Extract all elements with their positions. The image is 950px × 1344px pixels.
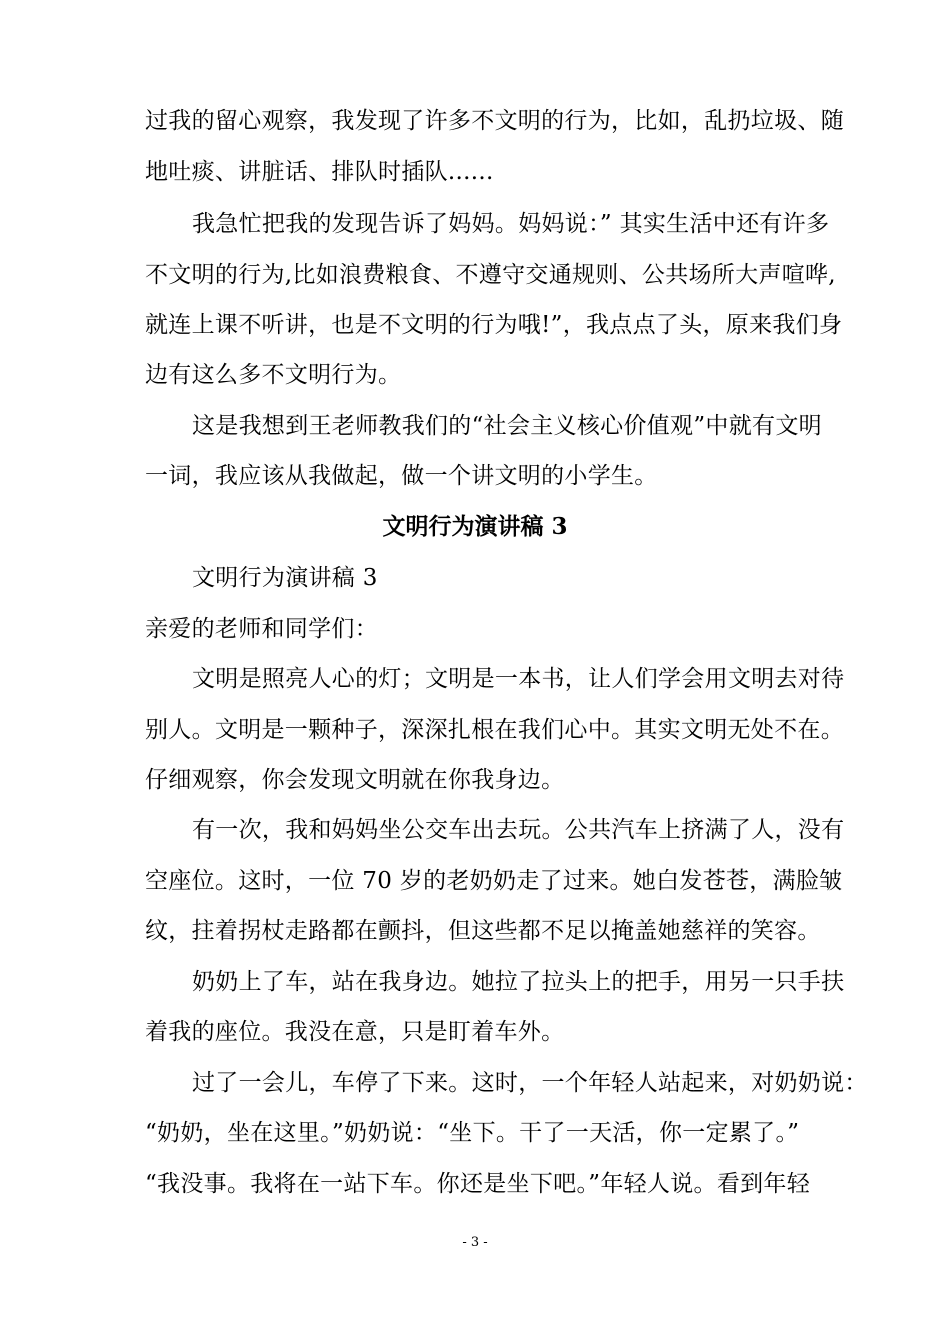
text-line-1: 过我的留心观察，我发现了许多不文明的行为，比如，乱扔垃圾、随 (145, 108, 844, 134)
text-line-8: 一词，我应该从我做起，做一个讲文明的小学生。 (145, 463, 658, 489)
text-line-7: 这是我想到王老师教我们的“社会主义核心价值观”中就有文明 (192, 413, 822, 439)
text-line-19: 着我的座位。我没在意，只是盯着车外。 (145, 1019, 565, 1045)
text-line-15: 有一次，我和妈妈坐公交车出去玩。公共汽车上挤满了人，没有 (192, 817, 845, 843)
text-line-17: 纹，拄着拐杖走路都在颤抖，但这些都不足以掩盖她慈祥的笑容。 (145, 918, 821, 944)
text-line-18: 奶奶上了车，站在我身边。她拉了拉头上的把手，用另一只手扶 (192, 969, 845, 995)
text-line-3: 我急忙把我的发现告诉了妈妈。妈妈说：” 其实生活中还有许多 (192, 211, 830, 237)
text-line-13: 别人。文明是一颗种子，深深扎根在我们心中。其实文明无处不在。 (145, 717, 844, 743)
text-line-22: “我没事。我将在一站下车。你还是坐下吧。”年轻人说。看到年轻 (145, 1171, 811, 1197)
text-line-10: 文明行为演讲稿 3 (192, 565, 378, 591)
text-line-16: 空座位。这时，一位 70 岁的老奶奶走了过来。她白发苍苍，满脸皱 (145, 868, 843, 894)
text-line-12: 文明是照亮人心的灯；文明是一本书，让人们学会用文明去对待 (192, 666, 845, 692)
text-line-21: “奶奶，坐在这里。”奶奶说：“坐下。干了一天活，你一定累了。” (145, 1120, 800, 1146)
section-heading: 文明行为演讲稿 3 (382, 513, 568, 540)
text-line-5: 就连上课不听讲，也是不文明的行为哦!”，我点点了头，原来我们身 (145, 312, 843, 338)
text-line-14: 仔细观察，你会发现文明就在你我身边。 (145, 767, 565, 793)
text-line-20: 过了一会儿，车停了下来。这时，一个年轻人站起来，对奶奶说： (192, 1070, 868, 1096)
page-number: - 3 - (462, 1235, 488, 1250)
text-line-2: 地吐痰、讲脏话、排队时插队...... (145, 159, 494, 185)
text-line-6: 边有这么多不文明行为。 (145, 362, 402, 388)
salutation: 亲爱的老师和同学们： (145, 616, 378, 642)
text-line-4: 不文明的行为,比如浪费粮食、不遵守交通规则、公共场所大声喧哗, (145, 262, 836, 288)
